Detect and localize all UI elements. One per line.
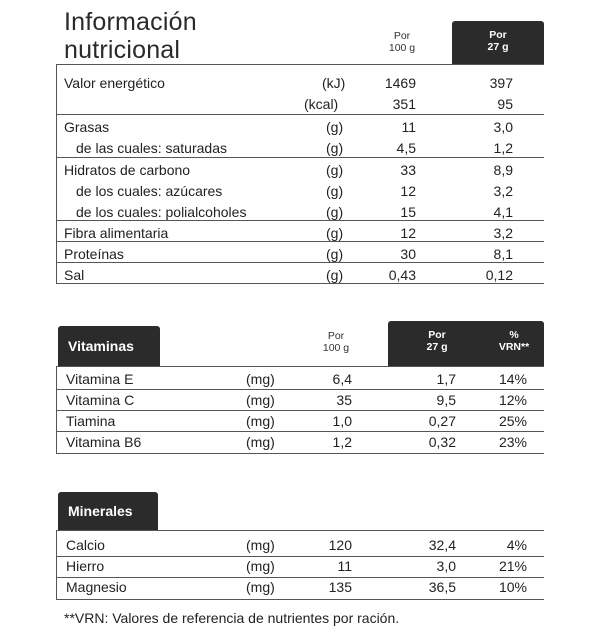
table-row xyxy=(0,432,600,453)
row-v100: 0,43 xyxy=(388,267,416,283)
row-unit: (g) xyxy=(326,204,344,220)
row-v27: 1,7 xyxy=(436,371,456,387)
row-unit: (g) xyxy=(326,183,344,199)
row-v100: 1,0 xyxy=(332,413,352,429)
row-unit: (g) xyxy=(326,267,344,283)
vitamins-col-dark xyxy=(388,321,544,366)
row-unit: (mg) xyxy=(246,371,275,387)
row-v27: 0,32 xyxy=(428,434,456,450)
row-unit: (mg) xyxy=(246,558,275,574)
row-v100: 1469 xyxy=(384,75,416,91)
row-v27: 9,5 xyxy=(436,392,456,408)
row-label: Valor energético xyxy=(64,75,165,91)
row-v27: 0,27 xyxy=(428,413,456,429)
row-label: Vitamina C xyxy=(66,392,135,408)
row-vrn: 10% xyxy=(498,579,527,595)
row-v100: 11 xyxy=(337,558,352,574)
row-v27: 4,1 xyxy=(493,204,513,220)
table-row xyxy=(0,244,600,265)
row-v27: 32,4 xyxy=(428,537,456,553)
mineral-rows xyxy=(0,535,600,598)
row-v27: 3,0 xyxy=(436,558,456,574)
table-row xyxy=(0,577,600,598)
row-unit: (kJ) xyxy=(322,75,346,91)
row-unit: (g) xyxy=(326,119,344,135)
row-v27: 3,0 xyxy=(493,119,513,135)
col-label: 27 g xyxy=(426,341,448,353)
row-unit: (mg) xyxy=(246,413,275,429)
row-unit: (kcal) xyxy=(304,96,339,112)
row-vrn: 12% xyxy=(498,392,527,408)
col-label: 27 g xyxy=(487,41,509,53)
row-label: Calcio xyxy=(66,537,105,553)
col-label: Por xyxy=(393,30,411,42)
row-v100: 4,5 xyxy=(396,140,416,156)
table-row xyxy=(0,265,600,286)
vitamins-col-vrn xyxy=(484,329,544,353)
table-row xyxy=(0,369,600,390)
row-v100: 1,2 xyxy=(332,434,352,450)
table-row xyxy=(0,94,600,115)
table-row xyxy=(0,556,600,577)
row-vrn: 25% xyxy=(498,413,527,429)
row-unit: (mg) xyxy=(246,434,275,450)
row-unit: (g) xyxy=(326,225,344,241)
nutrition-rows xyxy=(0,73,600,286)
title-line-1: Información xyxy=(64,8,197,36)
divider xyxy=(56,366,544,367)
footnote: **VRN: Valores de referencia de nutrientes por ración. xyxy=(64,610,400,626)
row-v100: 12 xyxy=(400,183,416,199)
row-v27: 8,9 xyxy=(493,162,513,178)
row-v100: 6,4 xyxy=(332,371,352,387)
col-label: % xyxy=(509,329,519,341)
row-v100: 351 xyxy=(392,96,416,112)
row-label: Vitamina B6 xyxy=(66,434,142,450)
row-vrn: 21% xyxy=(498,558,527,574)
row-label: de las cuales: saturadas xyxy=(76,140,227,156)
table-row xyxy=(0,390,600,411)
row-label: de los cuales: polialcoholes xyxy=(76,204,247,220)
row-label: de los cuales: azúcares xyxy=(76,183,223,199)
divider xyxy=(56,530,544,531)
row-unit: (g) xyxy=(326,140,344,156)
vitamins-heading: Vitaminas xyxy=(58,326,160,366)
title-line-2: nutricional xyxy=(64,36,181,64)
col-label: Por xyxy=(327,330,345,342)
divider xyxy=(56,64,544,65)
row-label: Vitamina E xyxy=(66,371,134,387)
vitamins-col-por100 xyxy=(306,330,366,354)
minerals-heading: Minerales xyxy=(58,492,158,530)
row-label: Hierro xyxy=(66,558,105,574)
row-v27: 1,2 xyxy=(493,140,513,156)
row-v100: 33 xyxy=(400,162,416,178)
table-row xyxy=(0,535,600,556)
table-row xyxy=(0,73,600,94)
row-vrn: 4% xyxy=(506,537,527,553)
row-label: Grasas xyxy=(64,119,110,135)
row-v100: 30 xyxy=(400,246,416,262)
row-v27: 0,12 xyxy=(485,267,513,283)
row-label: Proteínas xyxy=(64,246,124,262)
row-v27: 397 xyxy=(489,75,513,91)
page-title xyxy=(64,8,197,64)
row-v27: 95 xyxy=(497,96,513,112)
row-unit: (g) xyxy=(326,162,344,178)
row-v27: 3,2 xyxy=(493,225,513,241)
row-vrn: 14% xyxy=(498,371,527,387)
row-label: Magnesio xyxy=(66,579,127,595)
row-label: Sal xyxy=(64,267,85,283)
row-unit: (mg) xyxy=(246,537,275,553)
col-label: Por xyxy=(489,29,507,41)
row-v100: 11 xyxy=(401,119,416,135)
table-row xyxy=(0,160,600,181)
row-v100: 35 xyxy=(336,392,352,408)
table-row xyxy=(0,117,600,138)
table-row xyxy=(0,411,600,432)
row-v100: 12 xyxy=(400,225,416,241)
row-unit: (g) xyxy=(326,246,344,262)
row-v100: 120 xyxy=(328,537,352,553)
row-v100: 15 xyxy=(400,204,416,220)
row-label: Fibra alimentaria xyxy=(64,225,169,241)
col-label: Por xyxy=(428,329,446,341)
table-row xyxy=(0,138,600,159)
table-row xyxy=(0,181,600,202)
nutrition-col-por100 xyxy=(372,30,432,54)
col-label: 100 g xyxy=(322,342,350,354)
row-vrn: 23% xyxy=(498,434,527,450)
nutrition-col-por27 xyxy=(452,21,544,64)
row-v27: 8,1 xyxy=(493,246,513,262)
row-v27: 36,5 xyxy=(428,579,456,595)
row-v27: 3,2 xyxy=(493,183,513,199)
row-unit: (mg) xyxy=(246,392,275,408)
table-row xyxy=(0,223,600,244)
col-label: 100 g xyxy=(388,42,416,54)
row-v100: 135 xyxy=(328,579,352,595)
table-row xyxy=(0,202,600,223)
vitamins-col-por27 xyxy=(388,329,486,353)
col-label: VRN** xyxy=(498,341,530,353)
row-unit: (mg) xyxy=(246,579,275,595)
divider xyxy=(56,599,544,600)
divider xyxy=(56,453,544,454)
row-label: Hidratos de carbono xyxy=(64,162,191,178)
row-label: Tiamina xyxy=(66,413,116,429)
vitamin-rows xyxy=(0,369,600,453)
